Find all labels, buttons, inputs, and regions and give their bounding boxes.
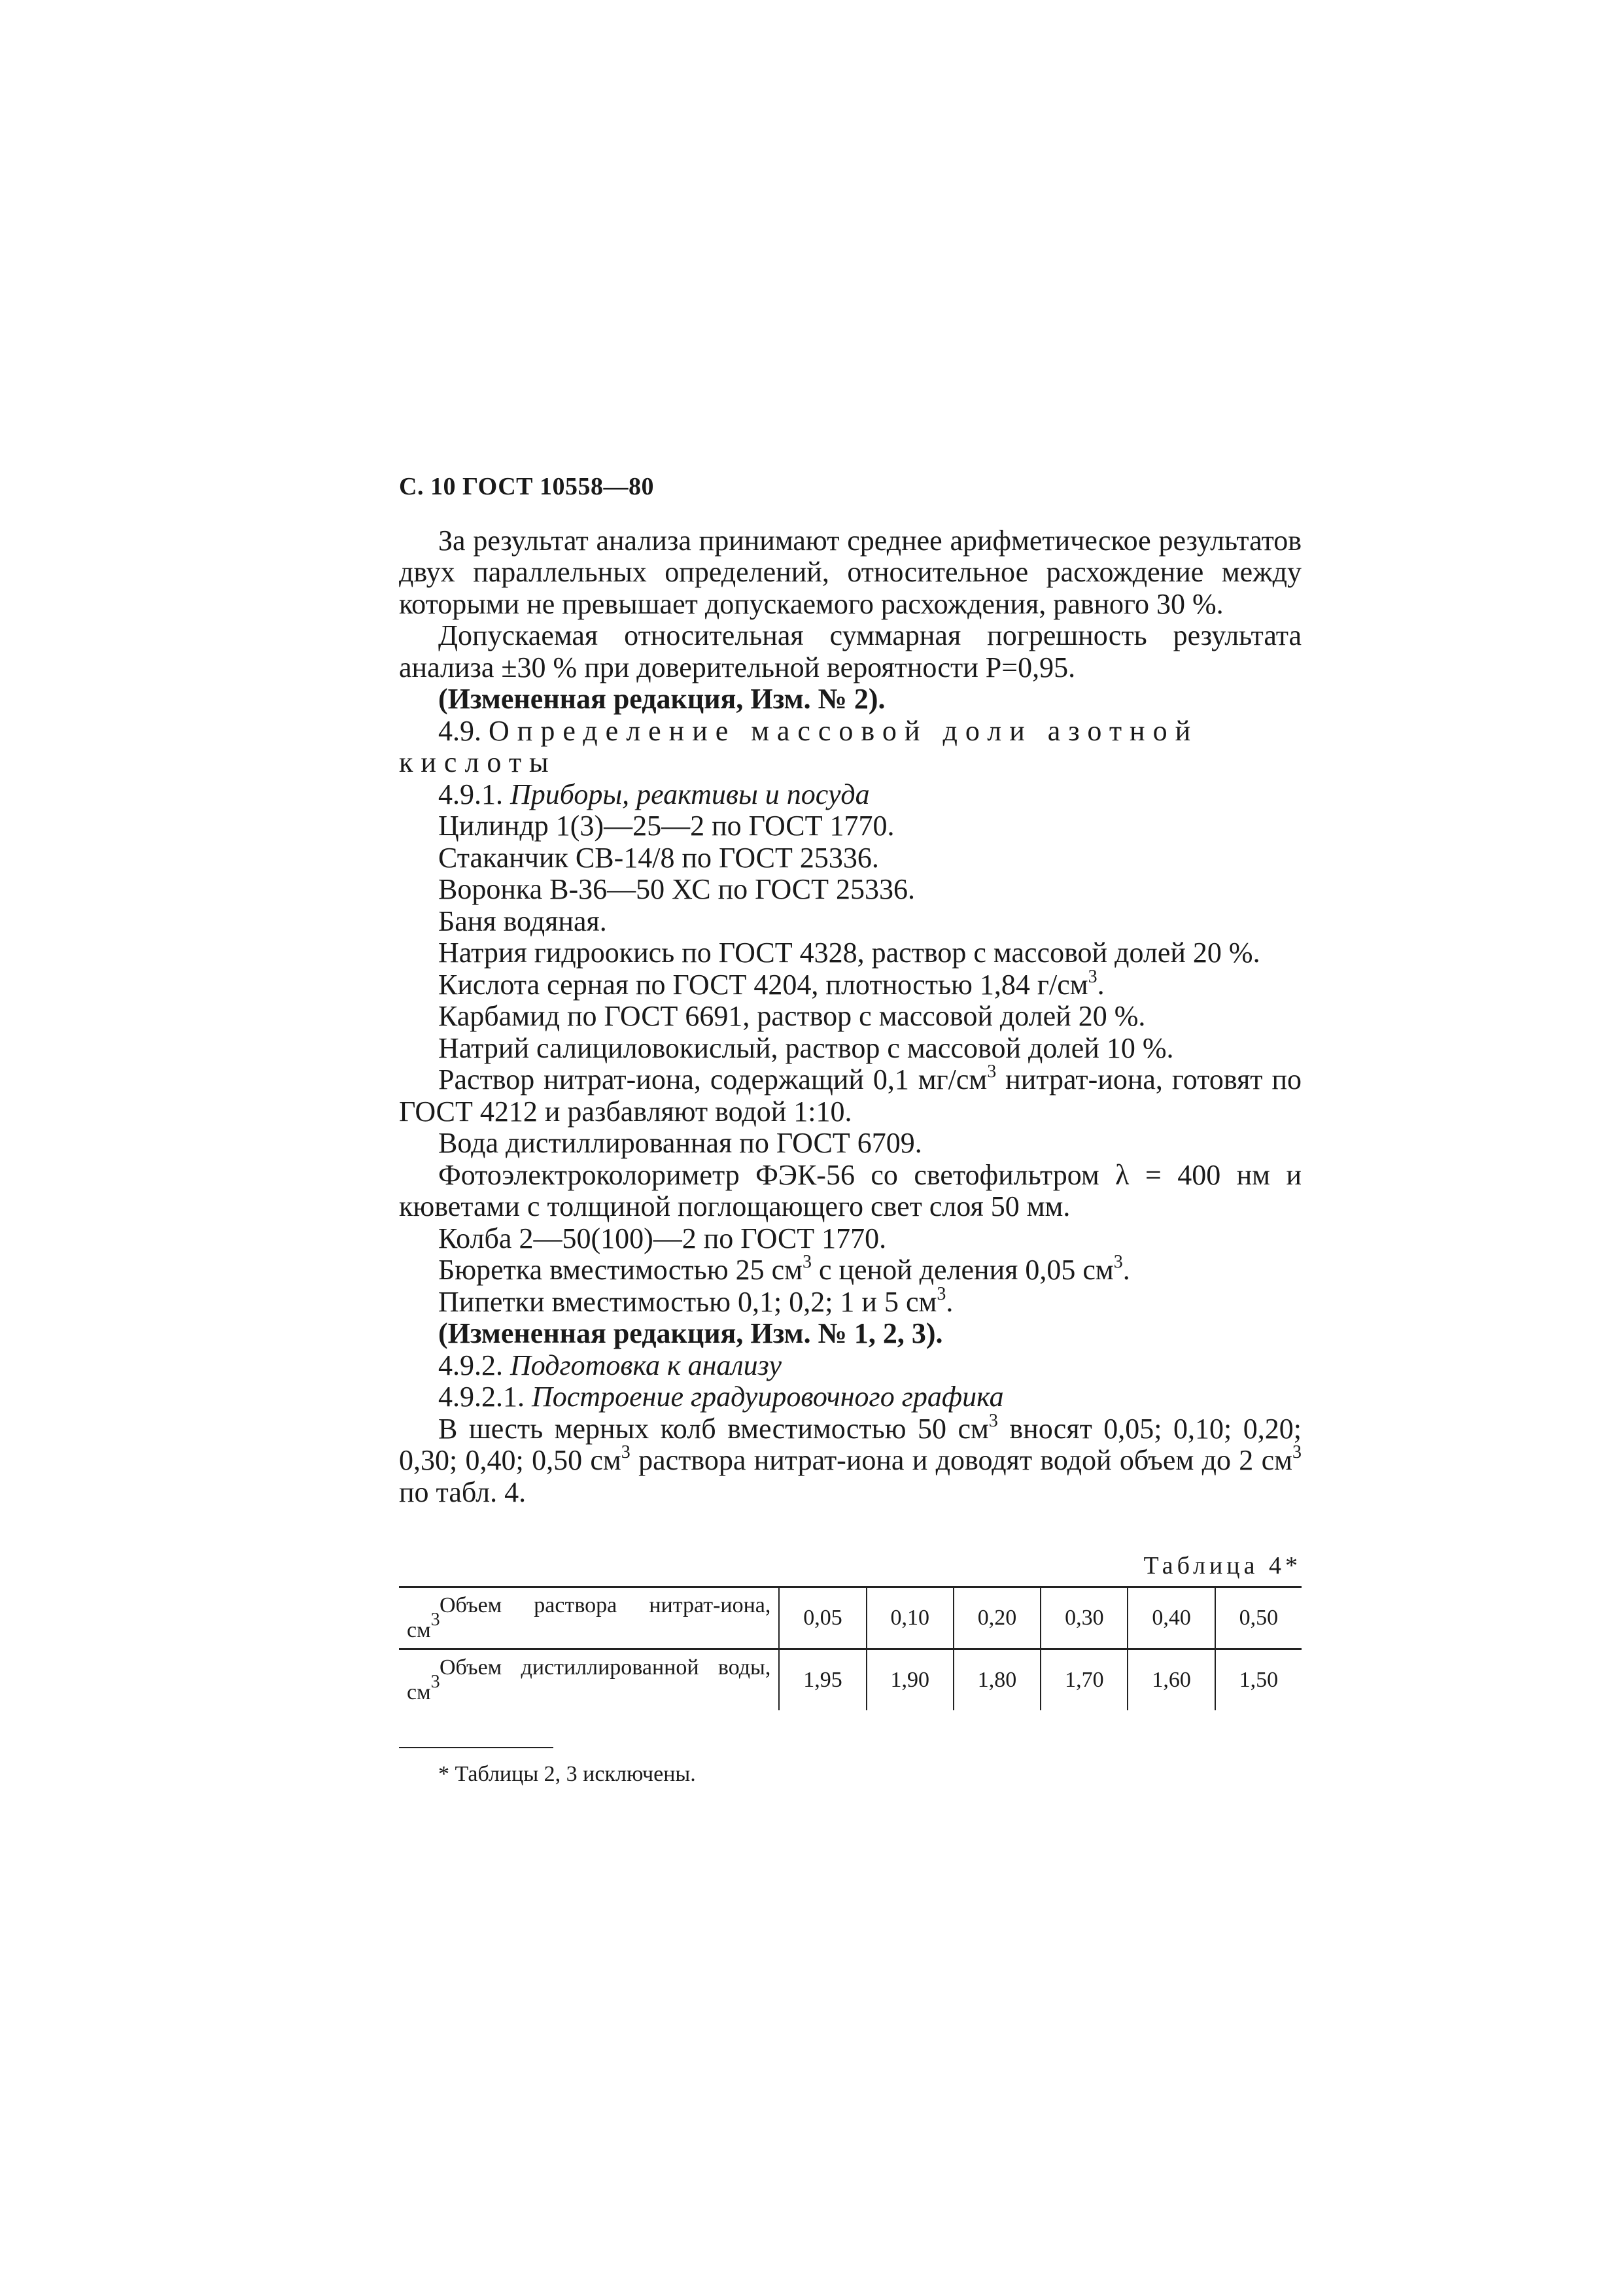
row-label: Объем раствора нитрат-иона, $см^3$: [399, 1587, 779, 1649]
table-caption: Таблица 4*: [1143, 1552, 1302, 1579]
paragraph-calibration: В шесть мерных колб вместимостью 50 $см^3$ вносят 0,05; 0,10; 0,20; 0,30; 0,40; 0,50 $см^3$ раствора нитрат-иона и доводят водой объем до 2 $см^3$ по табл. 4.: [399, 1410, 1302, 1508]
subsection-title: Приборы, реактивы и посуда: [510, 778, 870, 810]
edit-note-1: (Измененная редакция, Изм. № 2).: [438, 683, 886, 715]
list-item: Натрия гидроокись по ГОСТ 4328, раствор с массовой долей 20 %.: [438, 937, 1260, 969]
table-cell: 1,90: [867, 1649, 954, 1710]
list-item: Пипетки вместимостью 0,1; 0,2; 1 и 5 $см^3$.: [438, 1283, 954, 1318]
paragraph-error: Допускаемая относительная суммарная погрешность результата анализа ±30 % при доверительной вероятности P=0,95.: [399, 619, 1302, 683]
table-cell: 0,20: [954, 1587, 1041, 1649]
table-row: [399, 1649, 1302, 1710]
section-number: 4.9.: [438, 714, 481, 747]
page-header: С. 10 ГОСТ 10558—80: [399, 473, 654, 500]
section-title: Определение массовой доли азотной кислоты: [399, 714, 1199, 778]
subsection-title: Построение градуировочного графика: [532, 1381, 1004, 1413]
paragraph-result: За результат анализа принимают среднее арифметическое результатов двух параллельных определений, относительное расхождение между которыми не превышает допускаемого расхождения, равного 30 %.: [399, 524, 1302, 620]
list-item: Бюретка вместимостью 25 $см^3$ с ценой деления 0,05 $см^3$.: [438, 1252, 1130, 1286]
table-cell: 0,05: [779, 1587, 866, 1649]
table-row: [399, 1587, 1302, 1649]
table-cell: 1,60: [1128, 1649, 1215, 1710]
list-item: Цилиндр 1(3)—25—2 по ГОСТ 1770.: [438, 810, 895, 842]
document-page: [399, 471, 1302, 1790]
table-cell: 1,80: [954, 1649, 1041, 1710]
list-item: Баня водяная.: [438, 905, 607, 937]
subsection-heading-2: [399, 1350, 1302, 1382]
edit-note-2: (Измененная редакция, Изм. № 1, 2, 3).: [438, 1317, 943, 1349]
table-cell: 0,30: [1041, 1587, 1128, 1649]
list-item: Вода дистиллированная по ГОСТ 6709.: [438, 1127, 922, 1159]
list-item: Колба 2—50(100)—2 по ГОСТ 1770.: [438, 1222, 887, 1254]
list-item: Раствор нитрат-иона, содержащий 0,1 $мг/см^3$ нитрат-иона, готовят по ГОСТ 4212 и разбавляют водой 1:10.: [399, 1061, 1302, 1128]
subsection-number: 4.9.1.: [438, 778, 503, 810]
subsection-number: 4.9.2.: [438, 1349, 503, 1381]
table-cell: 0,40: [1128, 1587, 1215, 1649]
list-item: Воронка В-36—50 ХС по ГОСТ 25336.: [438, 873, 916, 905]
footnote: * Таблицы 2, 3 исключены.: [438, 1761, 696, 1786]
table-cell: 0,50: [1215, 1587, 1302, 1649]
table-cell: 0,10: [867, 1587, 954, 1649]
list-item: Фотоэлектроколориметр ФЭК-56 со светофильтром λ = 400 нм и кюветами с толщиной поглощающего свет слоя 50 мм.: [399, 1158, 1302, 1222]
table-cell: 1,50: [1215, 1649, 1302, 1710]
list-item: Стаканчик СВ-14/8 по ГОСТ 25336.: [438, 841, 879, 874]
section-heading: [399, 716, 1302, 779]
list-item: Кислота серная по ГОСТ 4204, плотностью 1,84 $г/см^3$.: [438, 966, 1105, 1001]
row-label: Объем дистиллированной воды, $см^3$: [407, 1655, 771, 1704]
list-item: Карбамид по ГОСТ 6691, раствор с массовой долей 20 %.: [438, 1000, 1146, 1032]
subsection-title: Подготовка к анализу: [510, 1349, 782, 1381]
table-cell: 1,95: [779, 1649, 866, 1710]
subsection-number: 4.9.2.1.: [438, 1381, 525, 1413]
footnote-divider: [399, 1747, 553, 1748]
list-item: Натрий салициловокислый, раствор с массовой долей 10 %.: [438, 1031, 1174, 1064]
subsection-heading-3: [399, 1381, 1302, 1413]
table-cell: 1,70: [1041, 1649, 1128, 1710]
subsection-heading-1: [399, 779, 1302, 811]
table-4: [399, 1586, 1302, 1710]
